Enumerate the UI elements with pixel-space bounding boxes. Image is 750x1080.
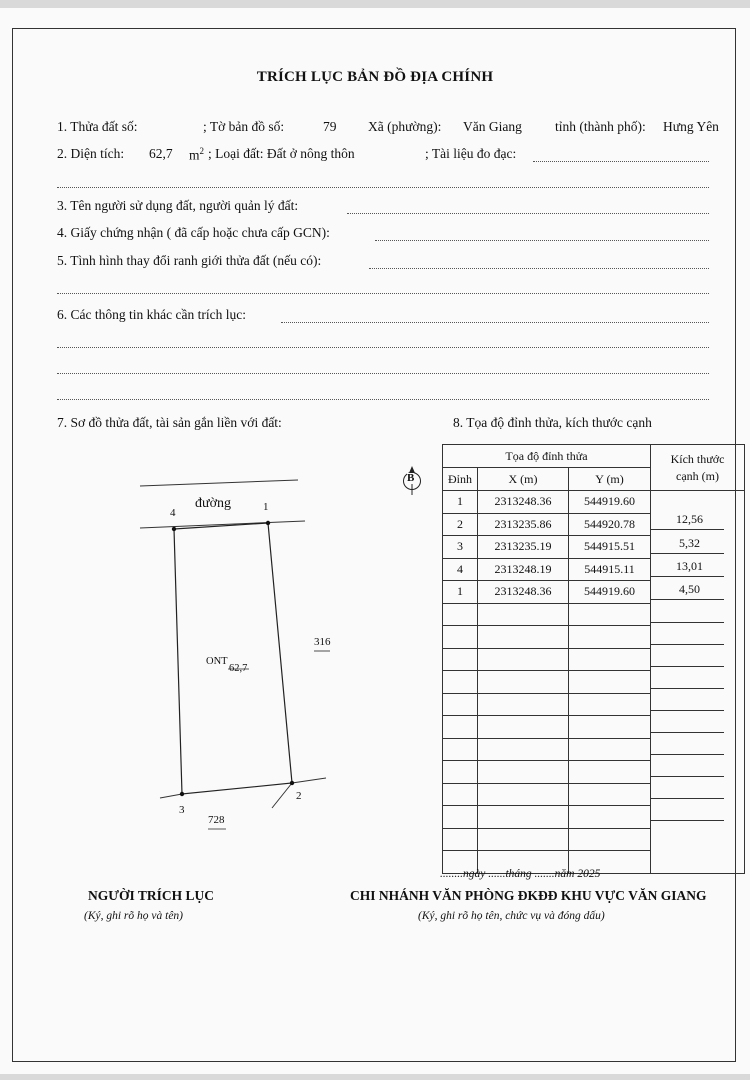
area-label: 2. Diện tích:	[57, 146, 125, 161]
edge-length: 12,56	[676, 512, 703, 526]
neighbor-boundary	[272, 783, 292, 808]
cell-vertex: 4	[443, 558, 478, 581]
table-row	[443, 491, 745, 514]
survey-doc-label: ; Tài liệu đo đạc:	[425, 146, 517, 161]
length-separator	[651, 732, 724, 733]
vertex-label-4: 4	[170, 507, 176, 519]
length-separator	[651, 553, 724, 554]
map-sheet-label: ; Tờ bản đồ số:	[203, 119, 285, 134]
edge-length: 13,01	[676, 559, 703, 573]
length-separator	[651, 820, 724, 821]
area-value: 62,7	[149, 146, 173, 161]
cell-y: 544919.60	[569, 581, 651, 604]
cell-y: 544920.78	[569, 513, 651, 536]
cell-vertex: 2	[443, 513, 478, 536]
cell-y: 544915.11	[569, 558, 651, 581]
date-line: ........ngày ......tháng .......năm 2025	[440, 868, 601, 880]
length-separator	[651, 666, 724, 667]
length-separator	[651, 576, 724, 577]
length-separator	[651, 599, 724, 600]
coordinates-table	[442, 444, 745, 874]
header-y: Y (m)	[569, 468, 651, 491]
extractor-title: NGƯỜI TRÍCH LỤC	[88, 888, 215, 903]
land-user-label: 3. Tên người sử dụng đất, người quản lý đất:	[57, 198, 299, 213]
vertex-point-3	[180, 792, 184, 796]
area-unit-base: m	[189, 147, 200, 163]
cell-x: 2313235.19	[478, 536, 569, 559]
cell-x: 2313248.36	[478, 581, 569, 604]
commune-value: Văn Giang	[463, 119, 522, 134]
extractor-note: (Ký, ghi rõ họ và tên)	[84, 910, 184, 922]
length-separator	[651, 710, 724, 711]
office-note: (Ký, ghi rõ họ tên, chức vụ và đóng dấu)	[418, 910, 605, 922]
area-unit-exponent: 2	[199, 146, 205, 156]
map-sheet-value: 79	[323, 119, 337, 134]
land-type-label: ; Loại đất: Đất ở nông thôn	[208, 146, 355, 161]
table-header-row	[443, 445, 745, 468]
vertex-point-1	[266, 521, 270, 525]
parcel-diagram-heading: 7. Sơ đồ thửa đất, tài sản gắn liền với đất:	[57, 415, 282, 430]
other-info-label: 6. Các thông tin khác cần trích lục:	[57, 307, 246, 322]
road-edge-top	[140, 480, 298, 486]
header-vertex: Đỉnh	[443, 468, 478, 491]
vertex-label-2: 2	[296, 790, 302, 802]
edge-length: 5,32	[679, 536, 700, 550]
cell-x: 2313248.19	[478, 558, 569, 581]
length-separator	[651, 754, 724, 755]
road-label: đường	[195, 496, 231, 511]
document-sheet	[0, 8, 750, 1074]
cell-vertex: 3	[443, 536, 478, 559]
province-label: tỉnh (thành phố):	[555, 119, 646, 134]
parcel-number-label: 1. Thửa đất số:	[57, 119, 138, 134]
parcel-area-label: 62,7	[229, 663, 248, 674]
vertex-point-2	[290, 781, 294, 785]
vertex-label-1: 1	[263, 501, 269, 513]
cell-vertex: 1	[443, 491, 478, 514]
length-separator	[651, 776, 724, 777]
header-length-line2: cạnh (m)	[676, 468, 719, 483]
header-group: Tọa độ đỉnh thửa	[443, 445, 651, 468]
length-separator	[651, 798, 724, 799]
vertex-label-3: 3	[179, 804, 185, 816]
neighbor-boundary	[292, 778, 326, 783]
header-length	[651, 445, 745, 491]
parcel-boundary	[174, 523, 292, 794]
cell-vertex: 1	[443, 581, 478, 604]
edge-length: 4,50	[679, 582, 700, 596]
road-edge-bottom	[140, 521, 305, 528]
certificate-label: 4. Giấy chứng nhận ( đã cấp hoặc chưa cấp GCN):	[57, 225, 330, 240]
cell-y: 544919.60	[569, 491, 651, 514]
neighbor-parcel-label: 316	[314, 636, 331, 648]
cell-x: 2313248.36	[478, 491, 569, 514]
neighbor-parcel-label: 728	[208, 814, 225, 826]
province-value: Hưng Yên	[663, 119, 719, 134]
office-title: CHI NHÁNH VĂN PHÒNG ĐKĐĐ KHU VỰC VĂN GIANG	[350, 888, 707, 903]
length-separator	[651, 529, 724, 530]
header-length-line1: Kích thước	[670, 451, 725, 466]
parcel-code: ONT	[206, 656, 228, 667]
length-separator	[651, 622, 724, 623]
coordinates-heading: 8. Tọa độ đỉnh thửa, kích thước cạnh	[453, 415, 652, 430]
commune-label: Xã (phường):	[368, 119, 442, 134]
north-symbol-label: B	[407, 472, 415, 484]
cell-x: 2313235.86	[478, 513, 569, 536]
neighbor-boundary	[160, 794, 182, 798]
header-x: X (m)	[478, 468, 569, 491]
length-separator	[651, 688, 724, 689]
cell-y: 544915.51	[569, 536, 651, 559]
length-separator	[651, 644, 724, 645]
vertex-point-4	[172, 527, 176, 531]
document-title: TRÍCH LỤC BẢN ĐỒ ĐỊA CHÍNH	[256, 69, 494, 85]
boundary-change-label: 5. Tình hình thay đổi ranh giới thửa đất (nếu có):	[57, 253, 322, 268]
